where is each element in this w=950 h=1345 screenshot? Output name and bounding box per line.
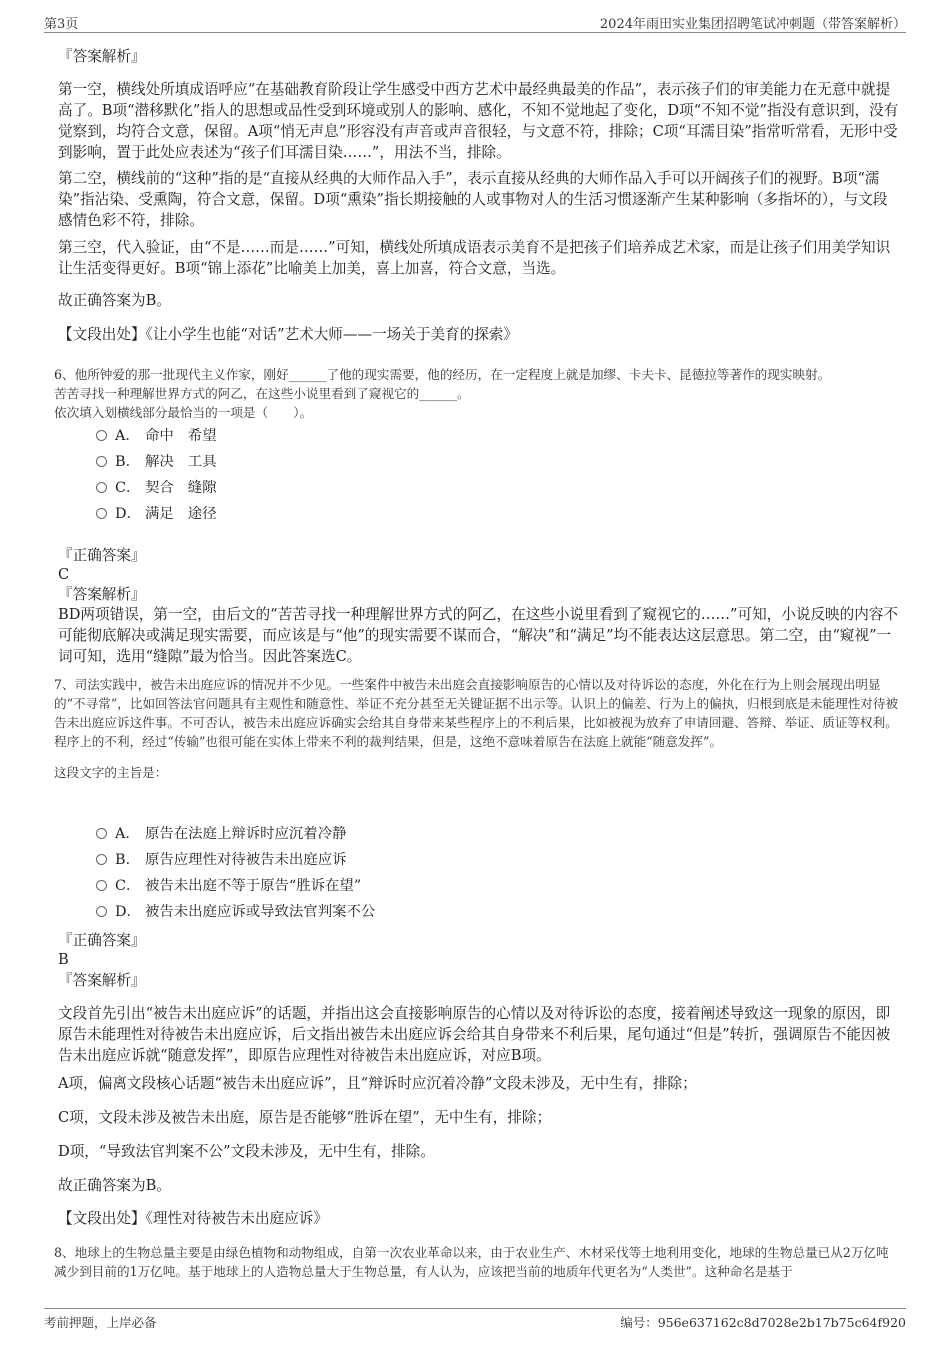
radio-icon[interactable]: [96, 482, 107, 493]
conclusion: 故正确答案为B。: [58, 1177, 171, 1194]
radio-icon[interactable]: [96, 456, 107, 467]
radio-icon[interactable]: [96, 906, 107, 917]
analysis-paragraph-1: 第一空，横线处所填成语呼应“在基础教育阶段让学生感受中西方艺术中最经典最美的作品”，表示孩子们的审美能力在无意中就提高了。B项“潜移默化”指人的思想或品性受到环境或别人的影响、感化，不知不觉地起了变化，D项“不知不觉”指没有意识到，没有觉察到，均符合文意，保留。A项“悄无声息”形容没有声音或声音很轻，与文意不符，排除；C项“耳濡目染”指常听常看，无形中受到影响，置于此处应表述为“孩子们耳濡目染……”，用法不当，排除。: [58, 81, 899, 161]
analysis-item-a: A项，偏离文段核心话题“被告未出庭应诉”，且“辩诉时应沉着冷静”文段未涉及，无中生有，排除；: [58, 1075, 697, 1092]
question-6-analysis: BD两项错误，第一空，由后文的“苦苦寻找一种理解世界方式的阿乙，在这些小说里看到了窥视它的……”可知，小说反映的内容不可能彻底解决或满足现实需要，而应该是与“他”的现实需要不谋而合，“解决”和“满足”均不能表达这层意思。第二空，由“窥视”一词可知，选用“缝隙”最为恰当。因此答案选C。: [58, 606, 899, 665]
option-d[interactable]: D． 被告未出庭应诉或导致法官判案不公: [96, 902, 375, 922]
page-footer: [44, 1313, 906, 1333]
analysis-label: 『答案解析』: [58, 972, 146, 989]
document-title: 2024年雨田实业集团招聘笔试冲刺题（带答案解析）: [599, 17, 906, 32]
conclusion: 故正确答案为B。: [58, 292, 171, 309]
question-8-stem: 8、地球上的生物总量主要是由绿色植物和动物组成，自第一次农业革命以来，由于农业生产、木材采伐等土地利用变化，地球的生物总量已从2万亿吨减少到目前的1万亿吨。基于地球上的人造物总量大于生物总量，有人认为，应该把当前的地质年代更名为“人类世”。这种命名是基于: [54, 1245, 889, 1279]
analysis-label: 『答案解析』: [58, 586, 146, 603]
question-7-stem: 7、司法实践中，被告未出庭应诉的情况并不少见。一些案件中被告未出庭会直接影响原告的心情以及对待诉讼的态度，外化在行为上则会展现出明显的“不寻常”，比如回答法官问题具有主观性和随意性、举证不充分甚至无关键证据不出示等。认识上的偏差、行为上的偏执，归根到底是未能理性对待被告未出庭应诉这件事。不可否认，被告未出庭应诉确实会给其自身带来某些程序上的不利后果，比如被视为放弃了申请回避、答辩、举证、质证等权利。程序上的不利，经过“传输”也很可能在实体上带来不利的裁判结果，但是，这绝不意味着原告在法庭上就能“随意发挥”。: [54, 677, 899, 749]
radio-icon[interactable]: [96, 508, 107, 519]
radio-icon[interactable]: [96, 880, 107, 891]
analysis-paragraph-3: 第三空，代入验证，由“不是……而是……”可知，横线处所填成语表示美育不是把孩子们培养成艺术家，而是让孩子们用美学知识让生活变得更好。B项“锦上添花”比喻美上加美，喜上加喜，符合文意，当选。: [58, 239, 891, 277]
footer-slogan: 考前押题，上岸必备: [44, 1315, 157, 1330]
answer-value: C: [58, 566, 70, 583]
radio-icon[interactable]: [96, 854, 107, 865]
option-b[interactable]: B． 解决 工具: [96, 452, 217, 472]
analysis-item-c: C项，文段未涉及被告未出庭，原告是否能够“胜诉在望”，无中生有，排除；: [58, 1109, 552, 1126]
analysis-paragraph-2: 第二空，横线前的“这种”指的是“直接从经典的大师作品入手”，表示直接从经典的大师作品入手可以开阔孩子们的视野。B项“濡染”指沾染、受熏陶，符合文意，保留。D项“熏染”指长期接触的人或事物对人的生活习惯逐渐产生某种影响（多指坏的），与文段感情色彩不符，排除。: [58, 170, 888, 229]
option-b[interactable]: B． 原告应理性对待被告未出庭应诉: [96, 850, 346, 870]
radio-icon[interactable]: [96, 430, 107, 441]
option-c[interactable]: C． 被告未出庭不等于原告“胜诉在望”: [96, 876, 361, 896]
analysis-item-d: D项，“导致法官判案不公”文段未涉及，无中生有，排除。: [58, 1143, 435, 1160]
source-citation: 【文段出处】《让小学生也能“对话”艺术大师——一场关于美育的探索》: [58, 326, 519, 343]
analysis-label: 『答案解析』: [58, 48, 146, 65]
radio-icon[interactable]: [96, 828, 107, 839]
document-code: 编号：956e637162c8d7028e2b17b75c64f920: [620, 1315, 906, 1330]
option-a[interactable]: A． 原告在法庭上辩诉时应沉着冷静: [96, 824, 346, 844]
header-divider: [44, 32, 906, 33]
page-header: [44, 13, 906, 33]
option-d[interactable]: D． 满足 途径: [96, 504, 217, 524]
answer-label: 『正确答案』: [58, 547, 146, 564]
page-number: 第3页: [44, 17, 79, 32]
answer-label: 『正确答案』: [58, 932, 146, 949]
option-a[interactable]: A． 命中 希望: [96, 426, 217, 446]
option-c[interactable]: C． 契合 缝隙: [96, 478, 217, 498]
question-7-prompt: 这段文字的主旨是：: [54, 765, 168, 780]
footer-divider: [44, 1308, 906, 1309]
question-7-analysis: 文段首先引出“被告未出庭应诉”的话题，并指出这会直接影响原告的心情以及对待诉讼的态度，接着阐述导致这一现象的原因，即原告未能理性对待被告未出庭应诉，后文指出被告未出庭应诉会给其自身带来不利后果，尾句通过“但是”转折，强调原告不能因被告未出庭应诉就“随意发挥”，即原告应理性对待被告未出庭应诉，对应B项。: [58, 1005, 891, 1064]
question-6-stem: 6、他所钟爱的那一批现代主义作家，刚好______了他的现实需要，他的经历，在一定程度上就是加缪、卡夫卡、昆德拉等著作的现实映射。 苦苦寻找一种理解世界方式的阿乙，在这些小说里看到了窥视它的______。 依次填入划横线部分最恰当的一项是（ ）。: [54, 367, 831, 420]
source-citation: 【文段出处】《理性对待被告未出庭应诉》: [58, 1210, 328, 1227]
answer-value: B: [58, 951, 69, 968]
